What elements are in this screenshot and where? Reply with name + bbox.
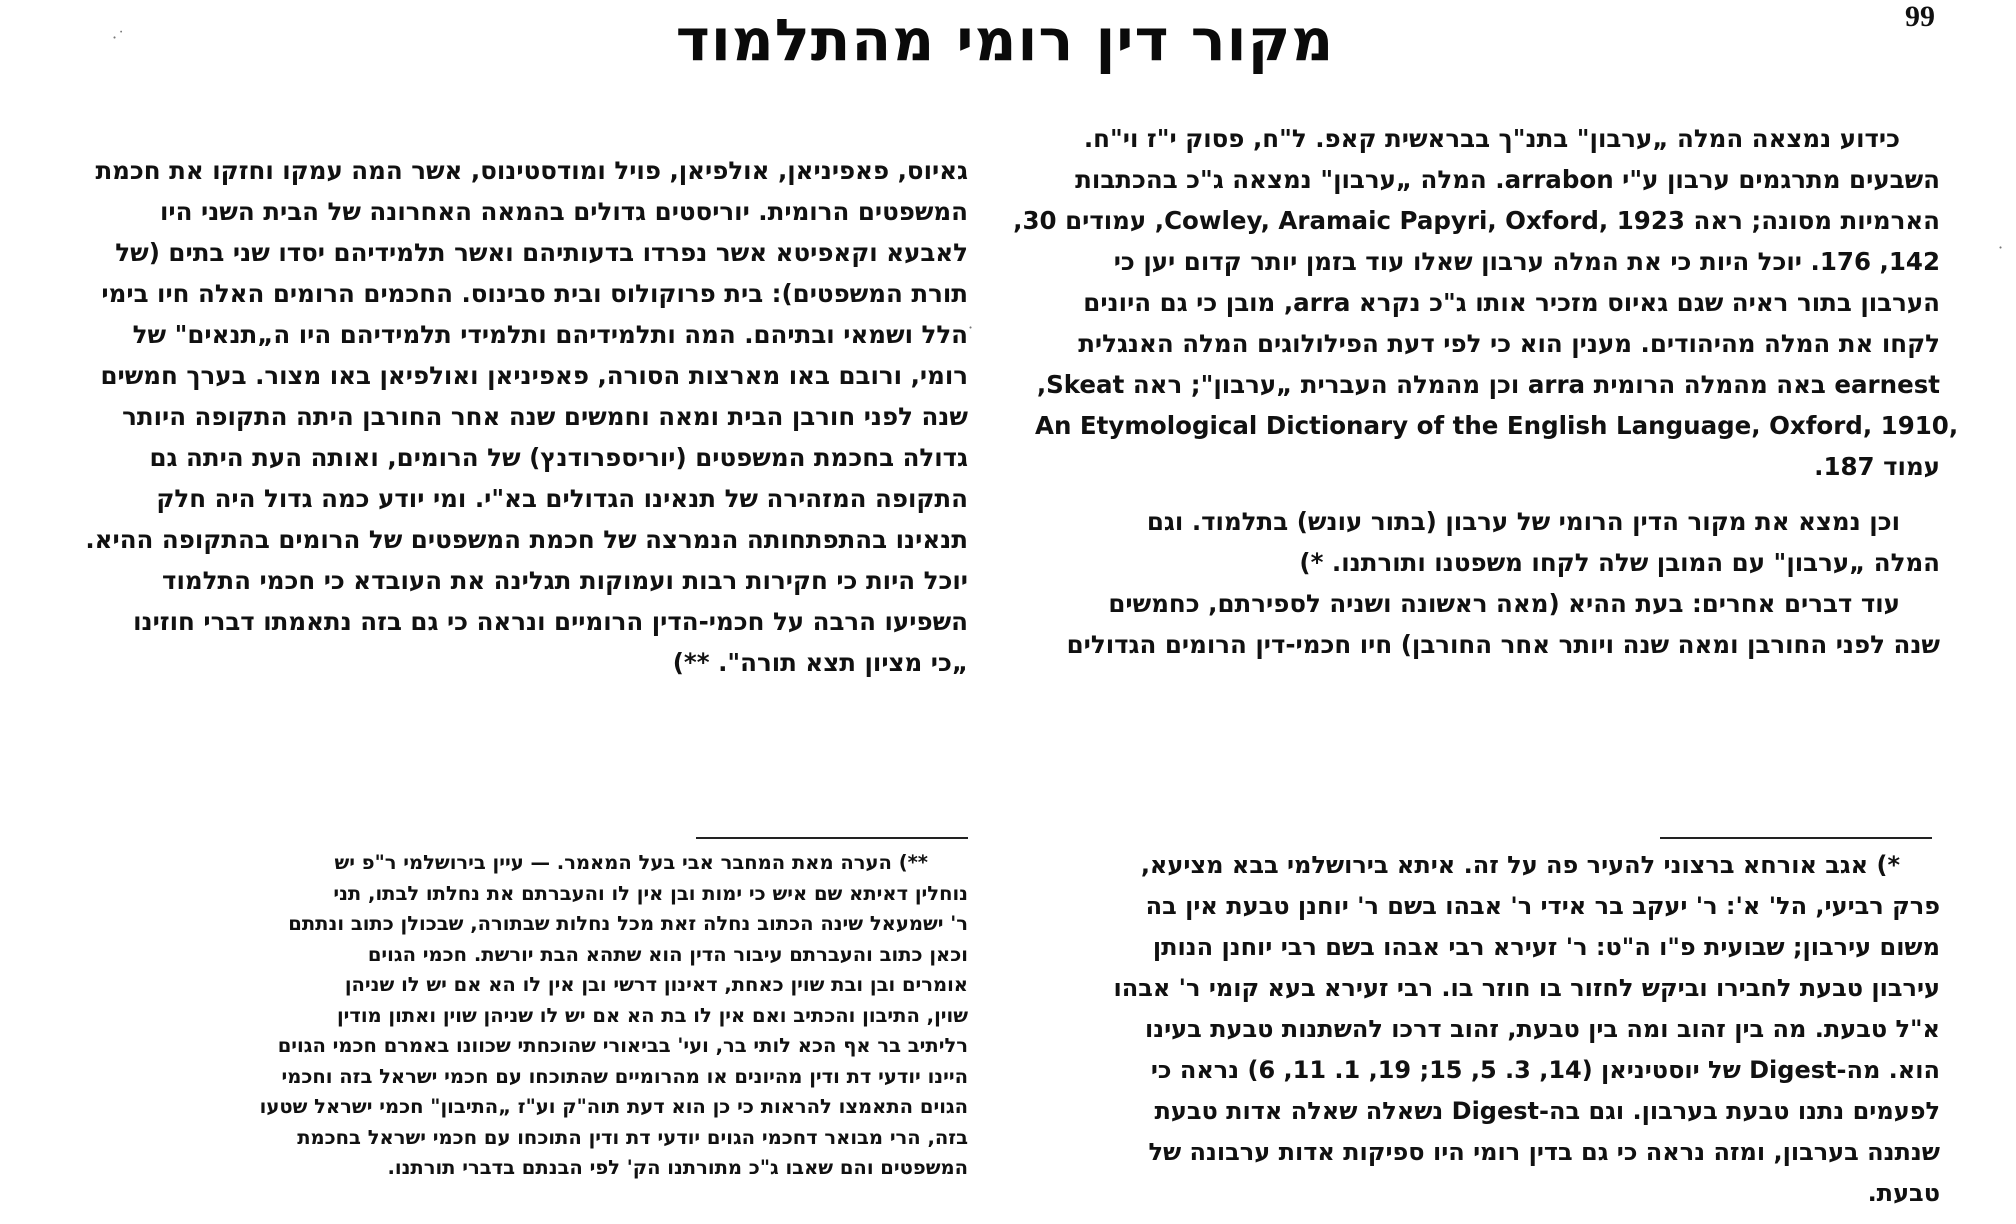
footnote-line: לפעמים נתנו טבעת בערבון. וגם בה-Digest נשאלה שאלה אדות טבעת	[1154, 1097, 1940, 1125]
text-line: התקופה המזהירה של תנאינו הגדולים בא"י. ומי יודע כמה גדול היה חלק	[156, 484, 968, 513]
text-line: הערבון בתור ראיה שגם גאיוס מזכיר אותו ג"כ נקרא arra, מובן כי גם היונים	[1083, 288, 1940, 317]
text-line: המשפטים הרומית. יוריסטים גדולים בהמאה האחרונה של הבית השני היו	[160, 197, 968, 226]
footnote-line: משום עירבון; שבועית פ"ו ה"ט: ר' זעירא רבי אבהו בשם רבי יוחנן הנותן	[1152, 933, 1940, 961]
footnote-line: היינו יודעי דת ודין מהיונים או מהרומיים שהתוכחו עם חכמי ישראל בזה וחכמי	[281, 1064, 968, 1088]
footnote-line: פרק רביעי, הל' א': ר' יעקב בר אידי ר' אבהו בשם ר' יוחנן טבעת אין בה	[1145, 892, 1940, 920]
footnote-line: שנתנה בערבון, ומזה נראה כי גם בדין רומי היו ספיקות אדות ערבונה של	[1148, 1138, 1940, 1166]
scan-speck: ·	[968, 318, 974, 337]
footnote-line: רליתיב בר אף הכא לותי בר, ועי' בביאורי שהוכחתי שכוונו באמרם חכמי הגוים	[277, 1034, 968, 1057]
text-line: תורת המשפטים): בית פרוקולוס ובית סבינוס. החכמים הרומים האלה חיו בימי	[101, 279, 968, 308]
text-line: כידוע נמצאה המלה „ערבון" בתנ"ך בבראשית קאפ. ל"ח, פסוק י"ז וי"ח.	[1083, 124, 1900, 153]
main-text-left-column	[85, 150, 968, 683]
footnote-line: המשפטים והם שאבו ג"כ מתורתנו הק' לפי הבנתם בדברי תורתנו.	[387, 1156, 968, 1179]
text-line: שנה לפני חורבן הבית ומאה וחמשים שנה אחר החורבן היתה התקופה היותר	[122, 402, 968, 431]
text-line: גדולה בחכמת המשפטים (יוריספרודנץ) של הרומים, ואותה העת היתה גם	[149, 443, 968, 472]
footnote-left	[100, 848, 968, 1184]
page-title: מקור דין רומי מהתלמוד	[675, 6, 1335, 74]
footnote-line: ר' ישמעאל שינה הכתוב נחלה זאת מכל נחלות שבתורה, שבכולן כתוב ונתתם	[288, 912, 968, 935]
text-line: המלה „ערבון" עם המובן שלה לקחו משפטנו ותורתנו. *)	[1299, 548, 1940, 577]
text-line: גאיוס, פאפיניאן, אולפיאן, פויל ומודסטינוס, אשר המה עמקו וחזקו את חכמת	[95, 156, 968, 185]
footnote-line: עירבון טבעת לחבירו וביקש לחזור בו חוזר בו. רבי זעירא בעא קומי ר' אבהו	[1113, 974, 1940, 1002]
main-text-right-column	[1013, 118, 1959, 665]
scan-speck: ·	[1998, 238, 2004, 257]
text-line: תנאינו בהתפתחותה הנמרצה של חכמת המשפטים של הרומים בהתקופה ההיא.	[85, 525, 968, 554]
paragraph-gap	[1035, 487, 1940, 501]
text-line: earnest באה מהמלה הרומית arra וכן מהמלה העברית „ערבון"; ראה Skeat,	[1036, 370, 1940, 399]
text-line: השפיעו הרבה על חכמי-הדין הרומיים ונראה כי גם בזה נתאמתו דברי חוזינו	[133, 607, 968, 636]
text-line: הלל ושמאי ובתיהם. המה ותלמידיהם ותלמידי תלמידיהם היו ה„תנאים" של	[132, 320, 968, 349]
footnote-line: *) אגב אורחא ברצוני להעיר פה על זה. איתא בירושלמי בבא מציעא,	[1140, 851, 1900, 879]
footnote-line: הגוים התאמצו להראות כי כן הוא דעת תוה"ק וע"ז „התיבון" חכמי ישראל שטעו	[259, 1095, 968, 1118]
text-line: „כי מציון תצא תורה". **)	[672, 648, 968, 677]
footnote-right	[1035, 845, 1940, 1214]
text-line: שנה לפני החורבן ומאה שנה ויותר אחר החורבן) חיו חכמי-דין הרומים הגדולים	[1066, 630, 1940, 659]
scan-speck: ·˙	[112, 28, 126, 47]
text-line: עוד דברים אחרים: בעת ההיא (מאה ראשונה ושניה לספירתם, כחמשים	[1108, 589, 1900, 618]
text-line: לאבעא וקאפיטא אשר נפרדו בדעותיהם ואשר תלמידיהם יסדו שני בתים (של	[115, 238, 968, 267]
text-line: הארמיות מסונה; ראה Cowley, Aramaic Papyri, Oxford, 1923, עמודים 30,	[1013, 206, 1940, 235]
footnote-rule-right	[1660, 837, 1932, 839]
text-line: השבעים מתרגמים ערבון ע"י arrabon. המלה „ערבון" נמצאה ג"כ בהכתבות	[1075, 165, 1940, 194]
text-line: יוכל היות כי חקירות רבות ועמוקות תגלינה את העובדא כי חכמי התלמוד	[162, 566, 968, 595]
footnote-line: א"ל טבעת. מה בין זהוב ומה בין טבעת, זהוב דרכו להשתנות טבעת בעינו	[1144, 1015, 1940, 1043]
footnote-line: נוחלין דאיתא שם איש כי ימות ובן אין לו והעברתם את נחלתו לבתו, תני	[333, 881, 968, 905]
footnote-line: שוין, התיבון והכתיב ואם אין לו בת הא אם יש לו שניהן שוין ואתון מודין	[336, 1003, 968, 1027]
text-line: An Etymological Dictionary of the English Language, Oxford, 1910,	[1035, 411, 1959, 440]
footnote-line: וכאן כתוב והעברתם עיבור הדין הוא שתהא הבת יורשת. חכמי הגוים	[367, 942, 968, 966]
footnote-line: טבעת.	[1867, 1179, 1940, 1207]
footnote-line: הוא. מה-Digest של יוסטיניאן (14, 3. 5, 15; 19, 1. 11, 6) נראה כי	[1150, 1056, 1940, 1084]
text-line: עמוד 187.	[1814, 452, 1940, 481]
footnote-line: בזה, הרי מבואר דחכמי הגוים יודעי דת ודין התוכחו עם חכמי ישראל בחכמת	[297, 1125, 968, 1149]
page-number: 99	[1905, 0, 1935, 33]
text-line: וכן נמצא את מקור הדין הרומי של ערבון (בתור עונש) בתלמוד. וגם	[1146, 507, 1900, 536]
text-line: רומי, ורובם באו מארצות הסורה, פאפיניאן ואולפיאן באו מצור. בערך חמשים	[100, 361, 968, 390]
text-line: 142, 176. יוכל היות כי את המלה ערבון שאלו עוד בזמן יותר קדום יען כי	[1113, 247, 1940, 276]
footnote-line: **) הערה מאת המחבר אבי בעל המאמר. — עיין בירושלמי ר"פ יש	[334, 851, 928, 874]
text-line: לקחו את המלה מהיהודים. מענין הוא כי לפי דעת הפילולוגים המלה האנגלית	[1078, 329, 1940, 358]
footnote-line: אומרים ובן ובת שוין כאחת, דאינון דרשי ובן אין לו הא אם יש לו שניהן	[344, 973, 968, 996]
footnote-rule-left	[696, 837, 968, 839]
